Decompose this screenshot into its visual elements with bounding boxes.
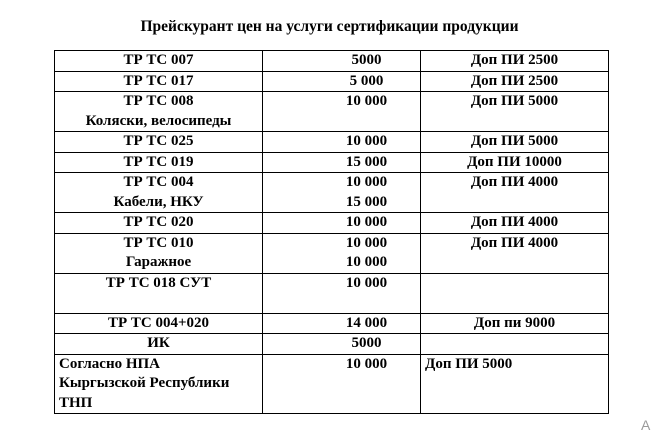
cell-line: 14 000 (345, 314, 388, 331)
extra-cell (421, 334, 609, 355)
price-cell (263, 233, 421, 273)
price-cell (263, 92, 421, 132)
extra-cell (421, 173, 609, 213)
table-row (55, 213, 609, 234)
standard-cell (55, 173, 263, 213)
cell-line: Кыргызской Республики (59, 375, 230, 391)
standard-cell (55, 213, 263, 234)
cell-line: ТР ТС 007 (123, 52, 194, 68)
extra-cell (421, 354, 609, 414)
standard-cell (55, 313, 263, 334)
table-row (55, 92, 609, 132)
extra-cell (421, 213, 609, 234)
cell-line: 5 000 (349, 72, 384, 89)
price-table-body (55, 51, 609, 414)
price-cell (263, 51, 421, 72)
standard-cell (55, 334, 263, 355)
price-cell (263, 354, 421, 414)
extra-cell (421, 152, 609, 173)
table-row (55, 313, 609, 334)
cell-line: 5000 (351, 335, 382, 351)
table-row (55, 173, 609, 213)
standard-cell (55, 233, 263, 273)
cell-line: Доп ПИ 2500 (470, 52, 559, 68)
extra-cell (421, 51, 609, 72)
cell-line: 10 000 (345, 214, 388, 230)
cell-line: Доп ПИ 4000 (470, 214, 559, 230)
cell-line: ТР ТС 008 (123, 93, 194, 109)
cell-line: ТР ТС 025 (123, 133, 194, 149)
extra-cell (421, 273, 609, 313)
price-cell (263, 273, 421, 313)
cell-line: 5000 (351, 52, 382, 68)
table-row (55, 152, 609, 173)
standard-cell (55, 273, 263, 313)
cell-line: 10 000 (345, 355, 388, 372)
standard-cell (55, 92, 263, 132)
cell-line: Доп ПИ 4000 (470, 234, 559, 251)
standard-cell (55, 132, 263, 153)
cell-line: Доп ПИ 4000 (470, 174, 559, 190)
extra-cell (421, 132, 609, 153)
cell-line: ТНП (59, 394, 93, 411)
cell-line: Доп пи 9000 (473, 314, 556, 331)
standard-cell (55, 51, 263, 72)
cell-line: Доп ПИ 5000 (470, 93, 559, 109)
extra-cell (421, 233, 609, 273)
table-row (55, 354, 609, 414)
table-row (55, 334, 609, 355)
corner-mark: A (641, 417, 651, 433)
cell-line: Коляски, велосипеды (85, 112, 232, 129)
cell-line (425, 274, 604, 294)
cell-line: ТР ТС 017 (123, 72, 194, 89)
cell-line: ТР ТС 019 (123, 153, 194, 170)
price-cell (263, 152, 421, 173)
price-cell (263, 132, 421, 153)
cell-line: ИК (147, 335, 170, 351)
cell-line: ТР ТС 004 (123, 174, 194, 190)
table-row (55, 71, 609, 92)
cell-line: Доп ПИ 10000 (467, 153, 562, 170)
cell-line: Кабели, НКУ (113, 193, 204, 210)
cell-line: ТР ТС 004+020 (107, 314, 210, 331)
cell-line: 15 000 (345, 193, 388, 210)
price-cell (263, 313, 421, 334)
standard-cell (55, 152, 263, 173)
price-cell (263, 334, 421, 355)
cell-line: 10 000 (345, 133, 388, 149)
cell-line: Согласно НПА (59, 355, 161, 372)
price-cell (263, 213, 421, 234)
extra-cell (421, 92, 609, 132)
cell-line: 10 000 (345, 254, 388, 270)
extra-cell (421, 71, 609, 92)
page-title: Прейскурант цен на услуги сертификации продукции (140, 18, 519, 35)
standard-cell (55, 354, 263, 414)
standard-cell (55, 71, 263, 92)
price-cell (263, 71, 421, 92)
cell-line: ТР ТС 010 (123, 234, 194, 251)
cell-line: Доп ПИ 2500 (470, 72, 559, 89)
cell-line: Доп ПИ 5000 (425, 355, 513, 372)
cell-line: 10 000 (345, 93, 388, 109)
extra-cell (421, 313, 609, 334)
cell-line: 10 000 (345, 274, 388, 291)
table-row (55, 273, 609, 313)
cell-line: ТР ТС 018 СУТ (105, 274, 212, 291)
cell-line: 15 000 (345, 153, 388, 170)
cell-line: Гаражное (125, 254, 192, 270)
table-row (55, 51, 609, 72)
table-row (55, 132, 609, 153)
cell-line: ТР ТС 020 (123, 214, 194, 230)
cell-line (59, 293, 258, 313)
cell-line: Доп ПИ 5000 (470, 133, 559, 149)
cell-line: 10 000 (345, 174, 388, 190)
table-row (55, 233, 609, 273)
price-cell (263, 173, 421, 213)
cell-line: 10 000 (345, 234, 388, 251)
price-table (54, 50, 609, 414)
cell-line (425, 334, 604, 354)
